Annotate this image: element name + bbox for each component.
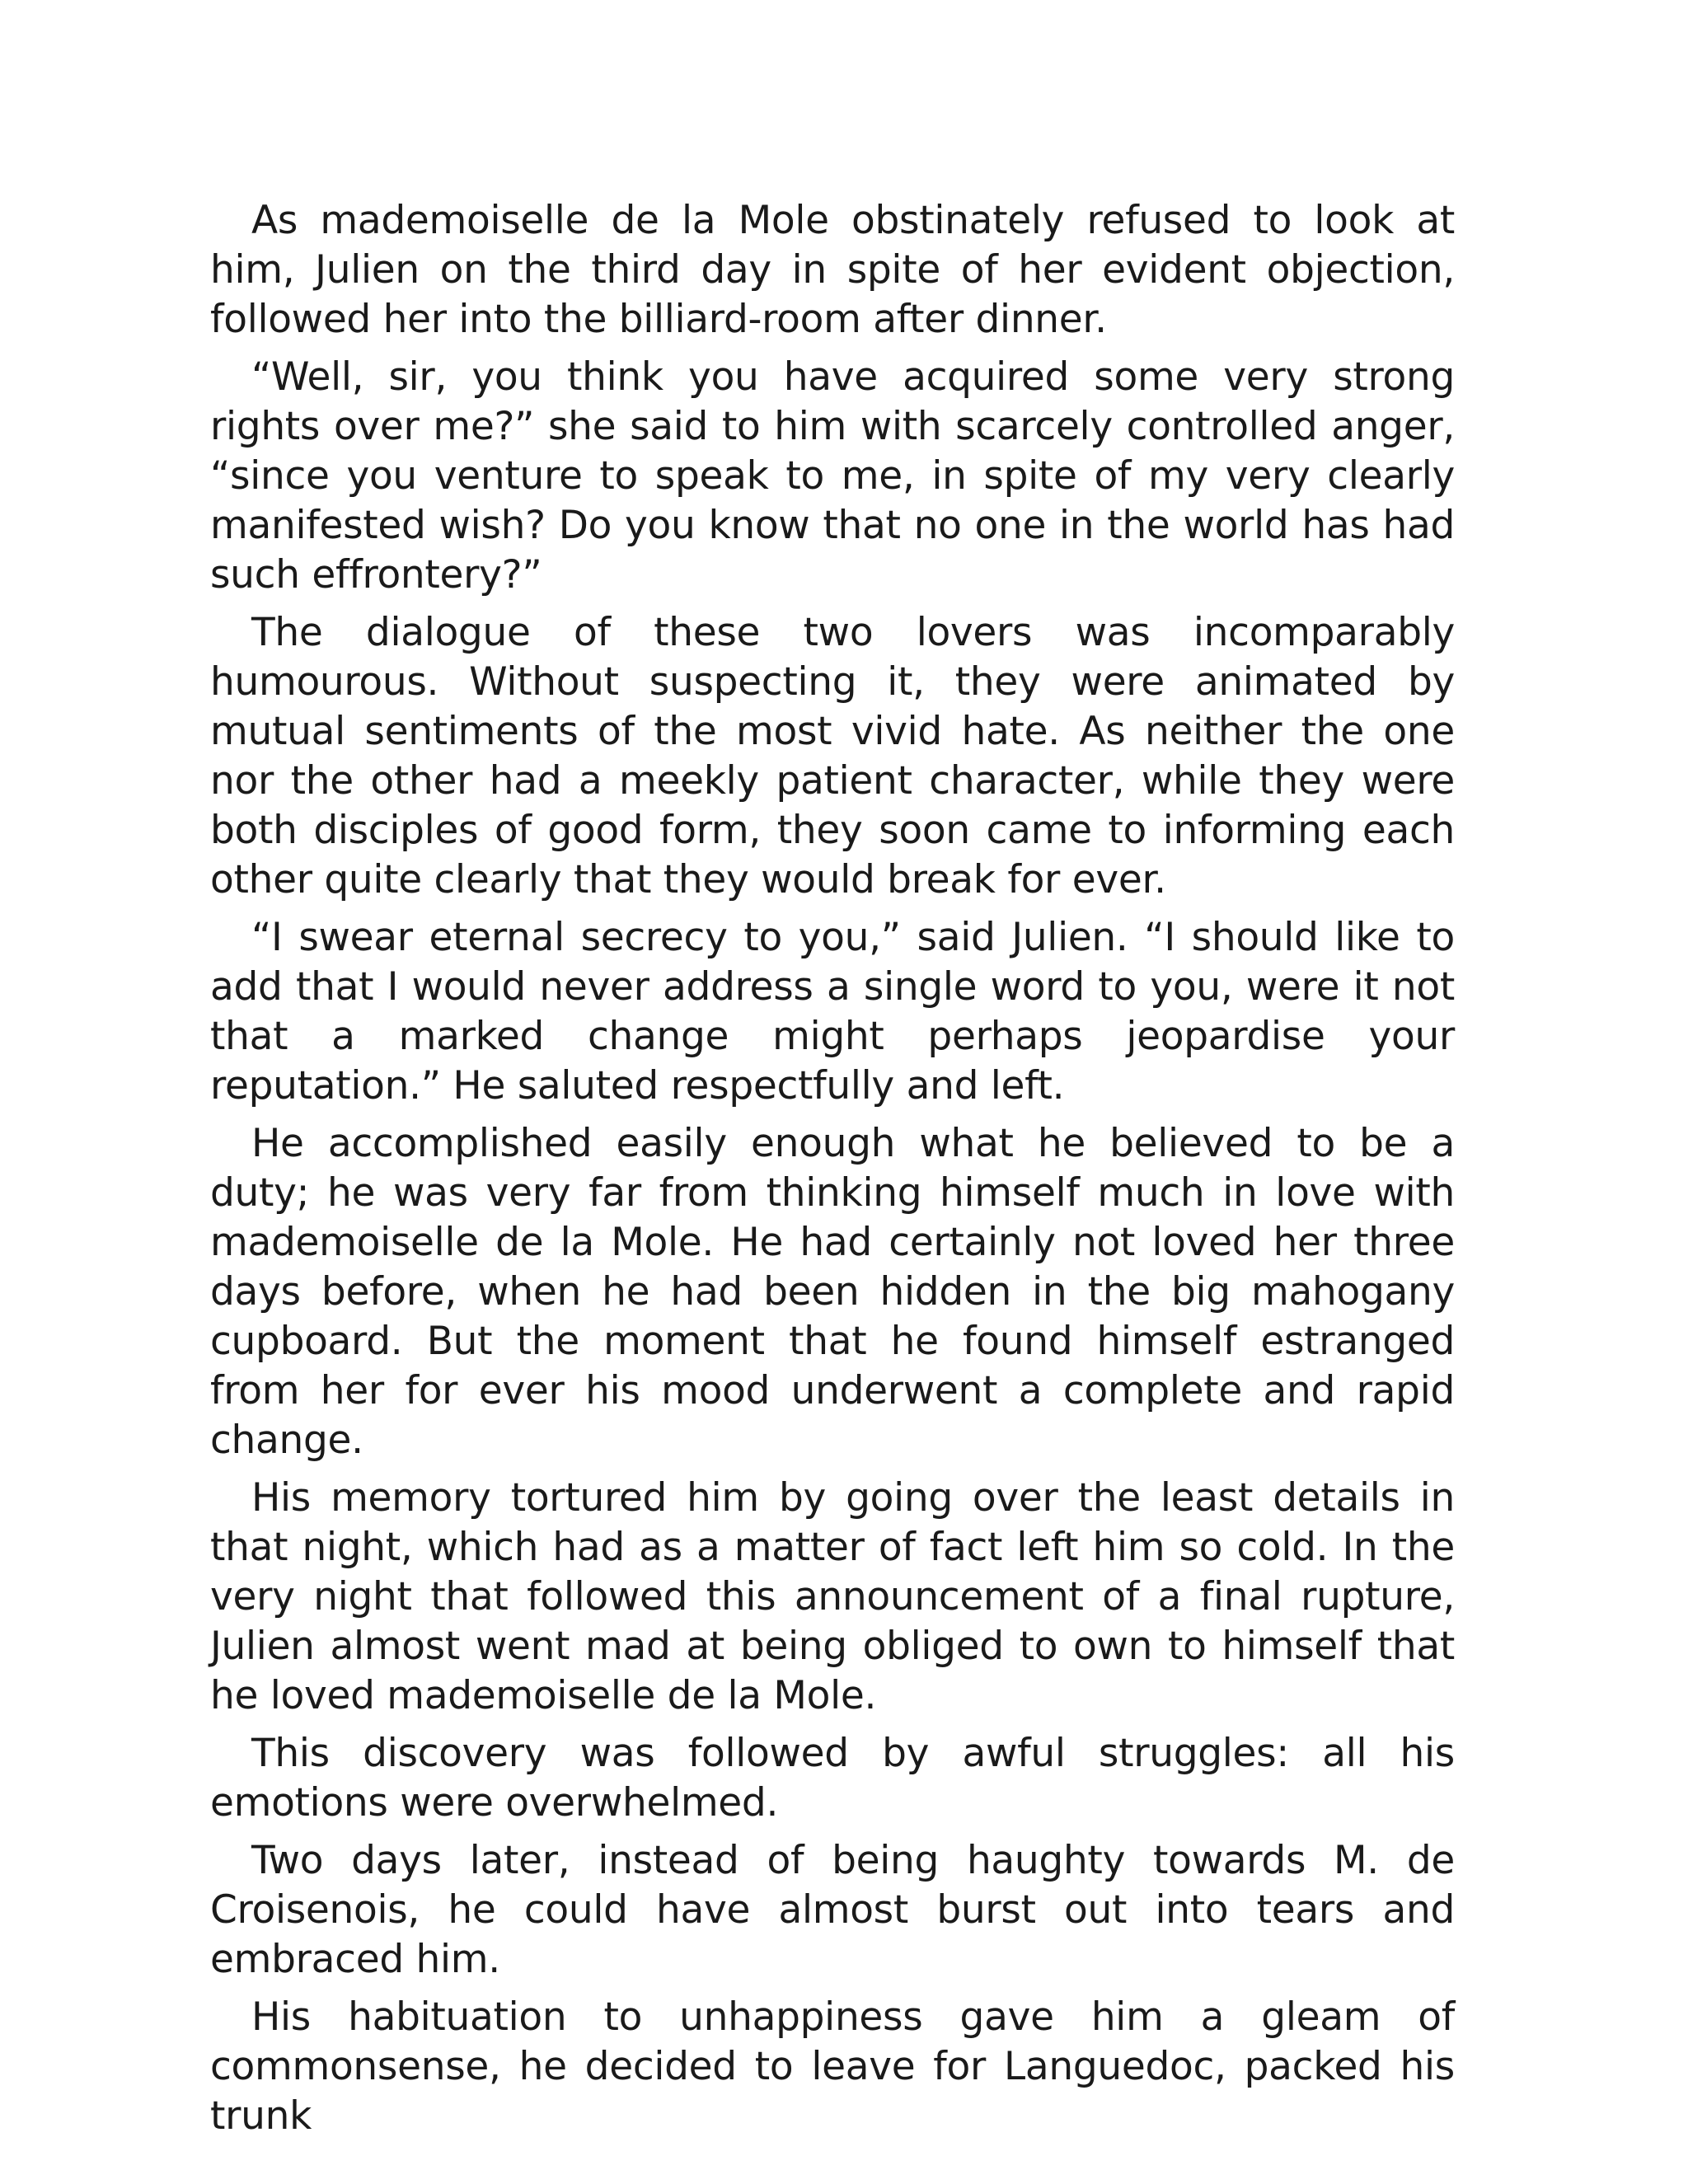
paragraph: His memory tortured him by going over the least details in that night, which had as a matter of fact left him so cold. In the very night that followed this announcement of a final rupture, Julien almost went mad at being obliged to own to himself that he loved mademoiselle de la Mole.: [210, 1475, 1455, 1718]
paragraph: “I swear eternal secrecy to you,” said Julien. “I should like to add that I would never address a single word to you, were it not that a marked change might perhaps jeopardise your reputation.” He saluted respectfully and left.: [210, 915, 1455, 1108]
paragraph: Two days later, instead of being haughty towards M. de Croisenois, he could have almost burst out into tears and embraced him.: [210, 1838, 1455, 1982]
paragraph: The dialogue of these two lovers was incomparably humourous. Without suspecting it, they were animated by mutual sentiments of the most vivid hate. As neither the one nor the other had a meekly patient character, while they were both disciples of good form, they soon came to informing each other quite clearly that they would break for ever.: [210, 610, 1455, 902]
page-body: [210, 196, 1455, 2149]
paragraph: As mademoiselle de la Mole obstinately refused to look at him, Julien on the third day in spite of her evident objection, followed her into the billiard-room after dinner.: [210, 198, 1455, 342]
paragraph: His habituation to unhappiness gave him a gleam of commonsense, he decided to leave for Languedoc, packed his trunk: [210, 1994, 1455, 2139]
paragraph: This discovery was followed by awful struggles: all his emotions were overwhelmed.: [210, 1731, 1455, 1825]
paragraph: “Well, sir, you think you have acquired some very strong rights over me?” she said to him with scarcely controlled anger, “since you venture to speak to me, in spite of my very clearly manifested wish? Do you know that no one in the world has had such effrontery?”: [210, 354, 1455, 598]
paragraph: He accomplished easily enough what he believed to be a duty; he was very far from thinking himself much in love with mademoiselle de la Mole. He had certainly not loved her three days before, when he had been hidden in the big mahogany cupboard. But the moment that he found himself estranged from her for ever his mood underwent a complete and rapid change.: [210, 1121, 1455, 1463]
